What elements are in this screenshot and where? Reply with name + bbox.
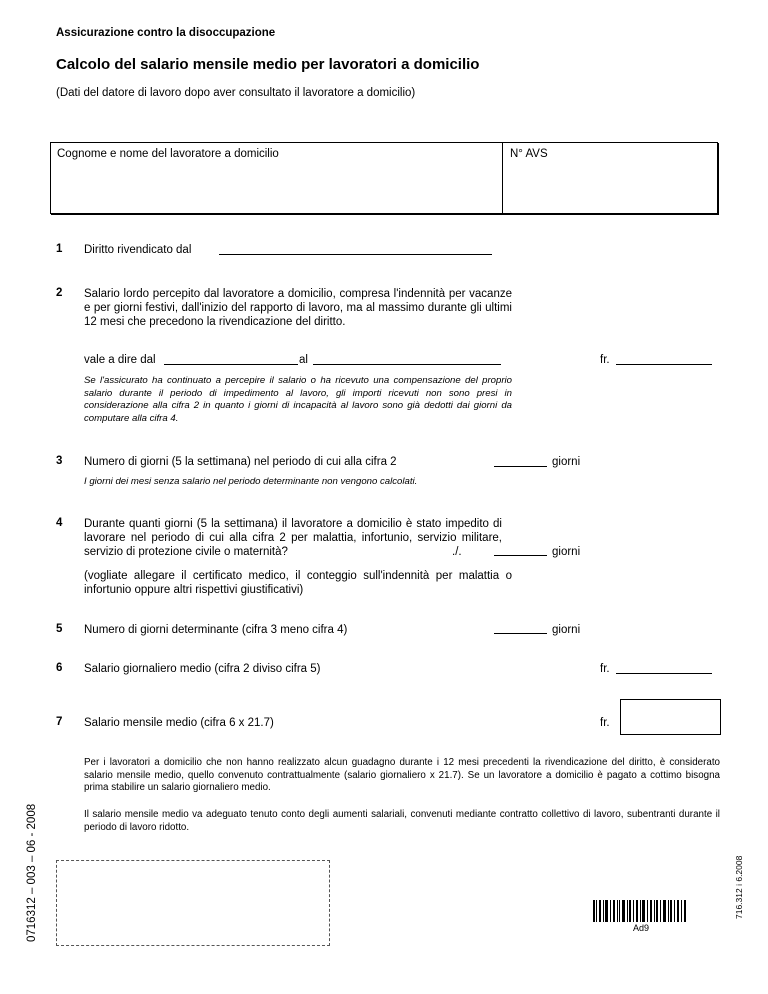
item-7-currency: fr. bbox=[600, 717, 610, 729]
footer-paragraph-1: Per i lavoratori a domicilio che non hanno realizzato alcun guadagno durante i 12 mesi precedenti la rivendicazione del diritto, è considerato salario mensile medio, quello convenuto contrattualmente (salario giornaliero x 21.7). Se un lavoratore a domicilio è pagato a cottimo bisogna prima stabilire un salario giornaliero medio. bbox=[84, 757, 720, 793]
period-from-field[interactable] bbox=[164, 352, 298, 365]
item-4-number: 4 bbox=[56, 517, 63, 529]
item-6-number: 6 bbox=[56, 662, 63, 674]
item-3-unit: giorni bbox=[552, 456, 581, 468]
item-3-note: I giorni dei mesi senza salario nel periodo determinante non vengono calcolati. bbox=[84, 476, 418, 487]
days-determinant-field[interactable] bbox=[494, 621, 547, 634]
item-4-text: Durante quanti giorni (5 la settimana) il lavoratore a domicilio è stato impedito di lavorare nel periodo di cui alla cifra 2 per malattia, infortunio, servizio militare, servizio di protezione civile o maternità? bbox=[84, 518, 502, 558]
avs-number-field[interactable] bbox=[503, 143, 717, 213]
period-from-label: vale a dire dal bbox=[84, 354, 156, 366]
identification-box bbox=[50, 142, 718, 214]
item-6-currency: fr. bbox=[600, 663, 610, 675]
item-4-minus: ./. bbox=[452, 546, 462, 558]
barcode-icon bbox=[593, 900, 687, 922]
item-4-unit: giorni bbox=[552, 546, 581, 558]
item-2-currency: fr. bbox=[600, 354, 610, 366]
item-1-text: Diritto rivendicato dal bbox=[84, 244, 192, 256]
item-2-number: 2 bbox=[56, 287, 63, 299]
worker-name-field[interactable] bbox=[51, 143, 502, 213]
item-6-text: Salario giornaliero medio (cifra 2 diviso cifra 5) bbox=[84, 663, 321, 675]
item-1-number: 1 bbox=[56, 243, 63, 255]
footer-paragraph-2: Il salario mensile medio va adeguato tenuto conto degli aumenti salariali, convenuti mediante contratto collettivo di lavoro, subentranti durante il periodo di lavoro ridotto. bbox=[84, 809, 720, 833]
page-subtitle: (Dati del datore di lavoro dopo aver consultato il lavoratore a domicilio) bbox=[56, 87, 416, 99]
barcode-label: Ad9 bbox=[633, 923, 650, 933]
item-7-number: 7 bbox=[56, 716, 63, 728]
days-period-field[interactable] bbox=[494, 454, 547, 467]
claim-date-field[interactable] bbox=[219, 242, 492, 255]
form-code-right: 716.312 i 6.2008 bbox=[734, 855, 744, 919]
item-5-number: 5 bbox=[56, 623, 63, 635]
days-absent-field[interactable] bbox=[494, 543, 547, 556]
form-code-vertical: 0716312 – 003 – 06 - 2008 bbox=[26, 803, 38, 942]
item-5-text: Numero di giorni determinante (cifra 3 meno cifra 4) bbox=[84, 624, 348, 636]
item-7-text: Salario mensile medio (cifra 6 x 21.7) bbox=[84, 717, 274, 729]
item-4-note: (vogliate allegare il certificato medico, il conteggio sull'indennità per malattia o infortunio oppure altri rispettivi giustificativi) bbox=[84, 570, 512, 596]
page-title: Calcolo del salario mensile medio per lavoratori a domicilio bbox=[56, 56, 480, 73]
period-to-field[interactable] bbox=[313, 352, 501, 365]
item-3-number: 3 bbox=[56, 455, 63, 467]
item-2-text: Salario lordo percepito dal lavoratore a domicilio, compresa l'indennità per vacanze e per giorni festivi, dall'inizio del rapporto di lavoro, ma al massimo durante gli ultimi 12 mesi che precedono la rivendicazione del diritto. bbox=[84, 288, 512, 328]
item-3-text: Numero di giorni (5 la settimana) nel periodo di cui alla cifra 2 bbox=[84, 456, 397, 468]
item-2-note: Se l'assicurato ha continuato a percepire il salario o ha ricevuto una compensazione del proprio salario durante il periodo di impedimento al lavoro, gli importi ricevuti non sono presi in considerazione alla cifra 2 in quanto i giorni di incapacità al lavoro sono già dedotti dai giorni da computare alla cifra 4. bbox=[84, 375, 512, 424]
department-label: Assicurazione contro la disoccupazione bbox=[56, 27, 276, 39]
period-to-label: al bbox=[299, 354, 308, 366]
avs-number-label: N° AVS bbox=[510, 148, 548, 160]
gross-salary-field[interactable] bbox=[616, 352, 712, 365]
worker-name-label: Cognome e nome del lavoratore a domicilio bbox=[57, 148, 279, 160]
daily-salary-field[interactable] bbox=[616, 661, 712, 674]
item-5-unit: giorni bbox=[552, 624, 581, 636]
stamp-area[interactable] bbox=[56, 860, 330, 946]
monthly-salary-field[interactable] bbox=[620, 699, 721, 735]
